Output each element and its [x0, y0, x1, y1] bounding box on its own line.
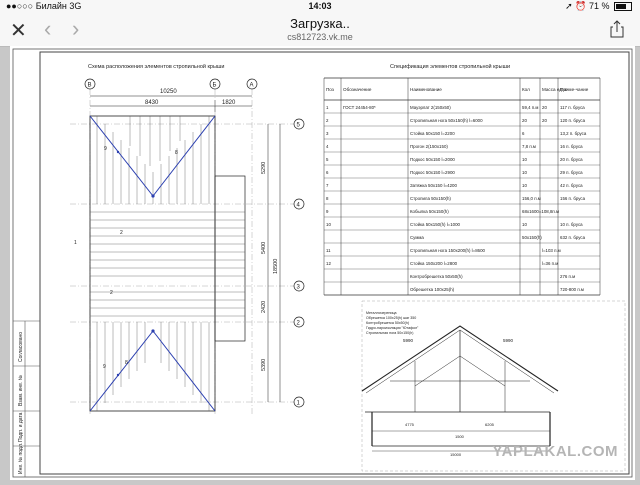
svg-text:8: 8 — [175, 150, 178, 156]
status-bar — [0, 0, 640, 14]
drawing-canvas — [10, 46, 635, 480]
svg-text:8: 8 — [125, 360, 128, 366]
location-icon: ➚ — [565, 1, 573, 11]
svg-text:9: 9 — [103, 364, 106, 370]
dim-top-total: 10250 — [160, 89, 177, 95]
spec-title: Спецификация элементов стропильной крыши — [390, 64, 511, 70]
spec-cell: Стойка 50х150 l=2200 — [410, 131, 455, 136]
dim-right-2: 5400 — [261, 241, 267, 254]
spec-cell: 10 п. бруса — [560, 222, 583, 227]
axis-label-v: В — [87, 82, 92, 89]
side-label-inv: Инв. № подл. — [18, 442, 24, 474]
sheet-border — [13, 49, 632, 477]
spec-cell: 29 п. бруса — [560, 170, 583, 175]
spec-cell: 5 — [326, 157, 329, 162]
dim-top-b: 1820 — [222, 100, 236, 106]
section-note: Металлочерепица — [366, 311, 397, 315]
spec-cell: 42 п. бруса — [560, 183, 583, 188]
spec-cell: ГОСТ 24454-80* — [343, 105, 376, 110]
spec-cell: Контробрешетка 50х50(h) — [410, 274, 463, 279]
page-url: cs812723.vk.me — [287, 32, 353, 42]
spec-cell: 11 — [326, 248, 331, 253]
spec-header: Кол — [522, 87, 530, 92]
dim-right-4: 5390 — [261, 358, 267, 371]
axis-num-4: 4 — [296, 202, 300, 209]
dim-right-3: 2420 — [261, 300, 267, 313]
spec-header: Наименование — [410, 87, 442, 92]
spec-cell: 16 п. бруса — [560, 144, 583, 149]
hip-rafters — [90, 116, 215, 411]
watermark: YAPLAKAL.COM — [492, 443, 618, 460]
spec-cell: 3 — [326, 131, 329, 136]
spec-cell: 4 — [326, 144, 329, 149]
axis-num-2: 2 — [296, 320, 300, 327]
spec-cell: Подкос 50х150 l=2000 — [410, 157, 455, 162]
spec-cell: 50х150(h) — [522, 235, 542, 240]
battery-percent: 71 % — [588, 1, 610, 11]
side-label-sign: Подп. и дата — [18, 412, 24, 442]
axis-num-3: 3 — [296, 284, 300, 291]
network-label: 3G — [69, 1, 82, 11]
axis-label-b: Б — [212, 82, 217, 89]
status-right — [565, 1, 632, 12]
spec-cell: 59,4 п.м — [522, 105, 539, 110]
spec-cell: Кобылка 50х150(h) — [410, 209, 449, 214]
battery-icon — [614, 2, 632, 11]
dim-right-total: 18500 — [273, 258, 279, 274]
spec-cell: l=103 п.м — [542, 248, 561, 253]
clock: 14:03 — [308, 1, 332, 11]
side-stamp — [13, 321, 40, 477]
spec-cell: 10 — [522, 157, 527, 162]
spec-cell: 20 — [542, 118, 547, 123]
svg-text:2: 2 — [110, 290, 113, 296]
side-label-replace: Взам. инв. № — [18, 375, 24, 406]
spec-cell: 2 — [326, 118, 329, 123]
section-note: Контробрешетка 50х50(h) — [366, 321, 410, 325]
spec-table — [324, 78, 600, 295]
section-note: Стропильная нога 50х150(h) — [366, 331, 414, 335]
spec-cell: 10 — [522, 170, 527, 175]
spec-cell: 6 — [522, 131, 525, 136]
dim-top-a: 8430 — [145, 100, 159, 106]
spec-cell: 156 п. бруса — [560, 196, 586, 201]
section-dim-a: 4775 — [405, 422, 414, 427]
spec-cell: Стойка 150х200 l=2800 — [410, 261, 458, 266]
svg-text:1: 1 — [74, 240, 77, 246]
spec-cell: 276 п.м — [560, 274, 576, 279]
spec-cell: 632 п. бруса — [560, 235, 586, 240]
close-icon[interactable]: ✕ — [10, 20, 27, 42]
spec-cell: 1 — [326, 105, 329, 110]
battery-fill — [616, 4, 626, 9]
forward-arrow-icon[interactable]: › — [72, 16, 80, 41]
spec-cell: l=36 п.м — [542, 261, 559, 266]
page-title: Загрузка.. — [290, 16, 350, 31]
section-dim-total: 15000 — [450, 452, 462, 457]
spec-cell: 7,8 п.м — [522, 144, 536, 149]
spec-cell: Стропильная нога 150х200(h) l=8600 — [410, 248, 485, 253]
spec-cell: 8 — [326, 196, 329, 201]
axis-label-a: А — [249, 82, 254, 89]
spec-cell: 6 — [326, 170, 329, 175]
drawing-sheet — [10, 46, 635, 480]
spec-cell: 117 п. бруса — [560, 105, 585, 110]
spec-cell: 20 — [522, 118, 527, 123]
spec-cell: 7 — [326, 183, 329, 188]
spec-cell: Сумма — [410, 235, 424, 240]
spec-cell: 156,0 п.м — [522, 196, 541, 201]
spec-cell: 10 — [326, 222, 331, 227]
spec-cell: Стропильная нога 50х150(h) l=6000 — [410, 118, 483, 123]
dim-right-1: 5290 — [261, 161, 267, 174]
spec-cell: Стропила 50х150(h) — [410, 196, 451, 201]
spec-cell: 720-800 п.м — [560, 287, 584, 292]
back-arrow-icon[interactable]: ‹ — [44, 16, 52, 41]
spec-cell: Затяжка 50х150 l=4200 — [410, 183, 457, 188]
spec-cell: 13,2 п. бруса — [560, 131, 587, 136]
signal-icon: ●●○○○ — [6, 1, 34, 11]
carrier-label: Билайн — [35, 1, 67, 11]
spec-cell: 68х1600=108,8п.м — [522, 209, 560, 214]
spec-header: Обозначение — [343, 87, 372, 92]
spec-cell: Подкос 50х150 l=2900 — [410, 170, 455, 175]
plan-title: Схема расположения элементов стропильной крыши — [88, 64, 225, 70]
section-note: Обрешетка 100х25(h) шаг 350 — [366, 316, 417, 320]
spec-cell: 12 — [326, 261, 331, 266]
spec-cell: Обрешетка 100х25(h) — [410, 287, 455, 292]
section-dim-right: 5990 — [503, 338, 514, 343]
axis-num-1: 1 — [296, 400, 300, 407]
browser-navbar — [0, 14, 640, 47]
spec-cell: Мауэрлат 2(150х50) — [410, 105, 451, 110]
section-dim-b: 6205 — [485, 422, 494, 427]
axis-num-5: 5 — [296, 122, 300, 129]
spec-cell: Стойка 50х150(h) l=1000 — [410, 222, 461, 227]
side-label-agreed: Согласовано — [18, 331, 24, 362]
spec-cell: 120 п. бруса — [560, 118, 586, 123]
section-dim-c: 1500 — [455, 434, 464, 439]
spec-cell: 20 — [542, 105, 547, 110]
spec-cell: Прогон 2(150х150) — [410, 144, 448, 149]
roof-outline — [90, 116, 215, 411]
section-note: Гидро-пароизоляция "Ютафол" — [366, 326, 419, 330]
section-dim-left: 5990 — [403, 338, 414, 343]
svg-text:2: 2 — [120, 230, 123, 236]
spec-header: Поз — [326, 87, 334, 92]
share-icon[interactable] — [610, 20, 624, 38]
spec-cell: 10 — [522, 183, 527, 188]
spec-header: Масса ед.кг — [542, 87, 567, 92]
spec-cell: 20 п. бруса — [560, 157, 583, 162]
spec-cell: 10 — [522, 222, 527, 227]
spec-header: Приме-чание — [560, 87, 589, 92]
alarm-icon: ⏰ — [575, 1, 587, 11]
svg-text:9: 9 — [104, 146, 107, 152]
spec-cell: 9 — [326, 209, 329, 214]
